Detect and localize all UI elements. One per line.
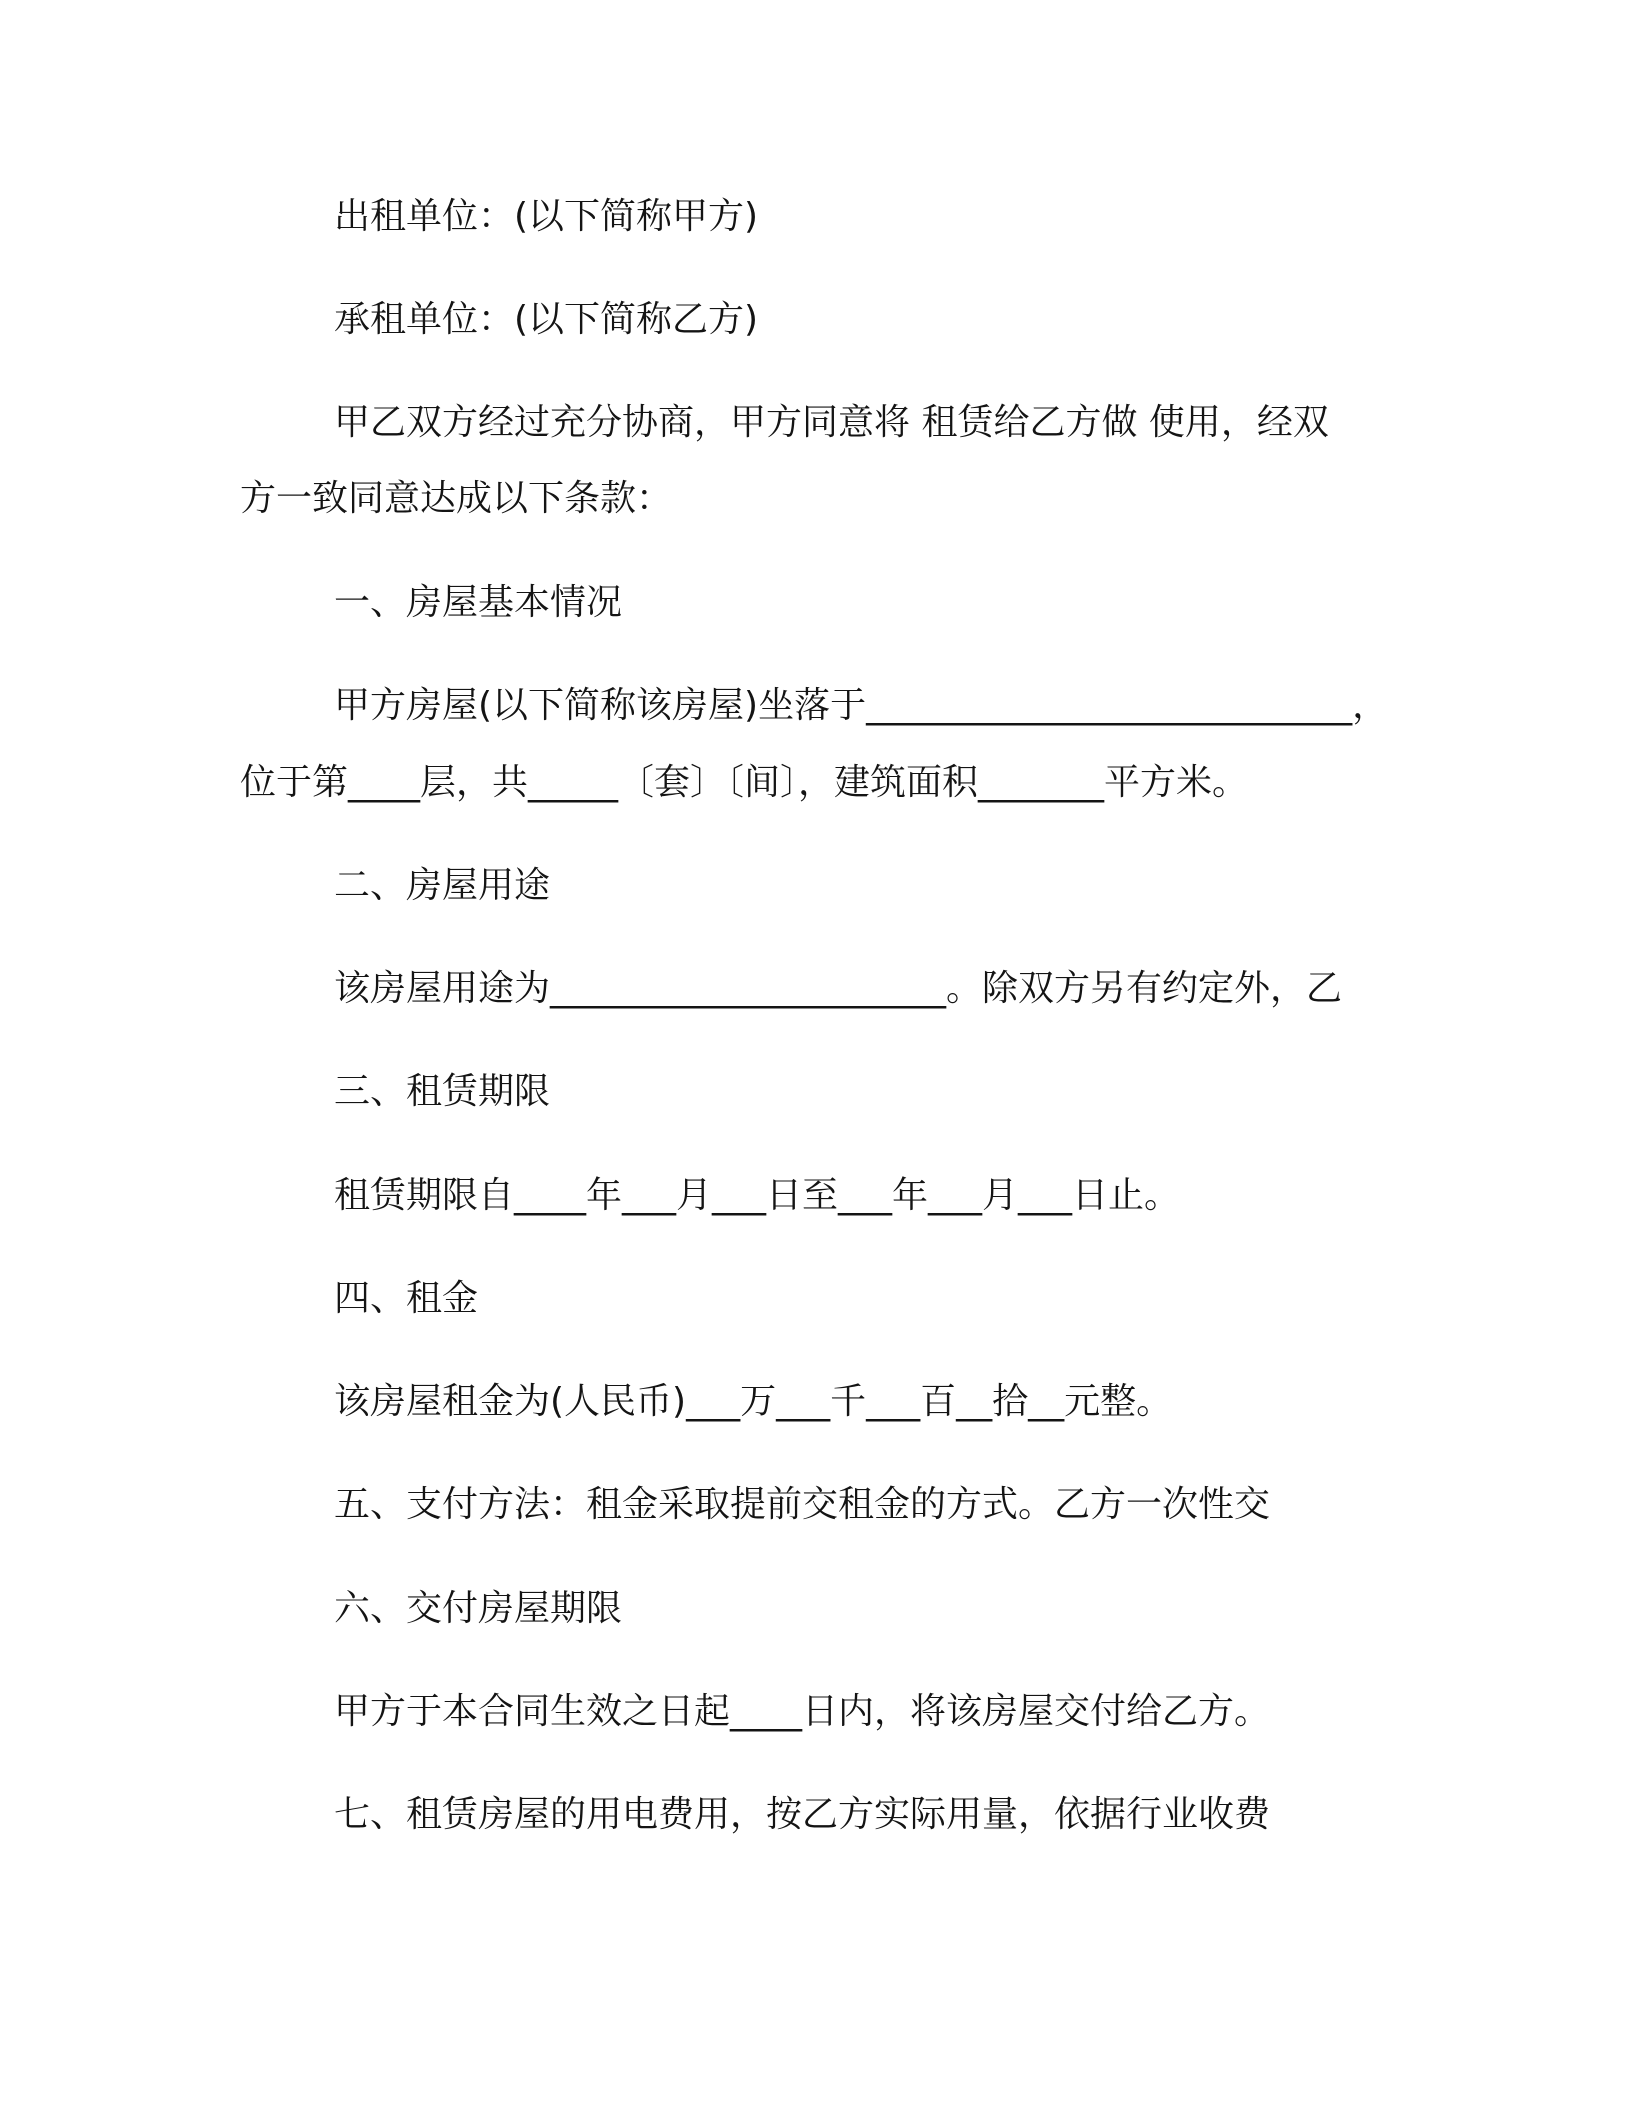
section-6-heading: 六、交付房屋期限 [334, 1588, 623, 1629]
lessee-line: 承租单位：(以下简称乙方) [334, 299, 759, 340]
section-7-heading: 七、租赁房屋的用电费用，按乙方实际用量，依据行业收费 [334, 1794, 1271, 1835]
section-3-heading: 三、租赁期限 [334, 1071, 551, 1112]
section-2-heading: 二、房屋用途 [334, 865, 551, 906]
lessor-line: 出租单位：(以下简称甲方) [334, 196, 759, 237]
section-1-text-line-1: 甲方房屋(以下简称该房屋)坐落于___________________________， [334, 685, 1389, 726]
section-1-text-line-2: 位于第____层，共_____〔套〕〔间〕，建筑面积_______平方米。 [240, 762, 1249, 803]
intro-paragraph-line-1: 甲乙双方经过充分协商，甲方同意将 租赁给乙方做 使用，经双 [334, 402, 1329, 443]
section-4-text: 该房屋租金为(人民币)___万___千___百__拾__元整。 [334, 1381, 1173, 1422]
section-5-heading: 五、支付方法：租金采取提前交租金的方式。乙方一次性交 [334, 1484, 1271, 1525]
section-6-text: 甲方于本合同生效之日起____日内，将该房屋交付给乙方。 [334, 1691, 1271, 1732]
section-2-text: 该房屋用途为______________________。除双方另有约定外，乙 [334, 968, 1343, 1009]
section-3-text: 租赁期限自____年___月___日至___年___月___日止。 [334, 1175, 1181, 1216]
intro-paragraph-line-2: 方一致同意达成以下条款： [240, 478, 673, 519]
section-4-heading: 四、租金 [334, 1278, 479, 1319]
section-1-heading: 一、房屋基本情况 [334, 582, 623, 623]
